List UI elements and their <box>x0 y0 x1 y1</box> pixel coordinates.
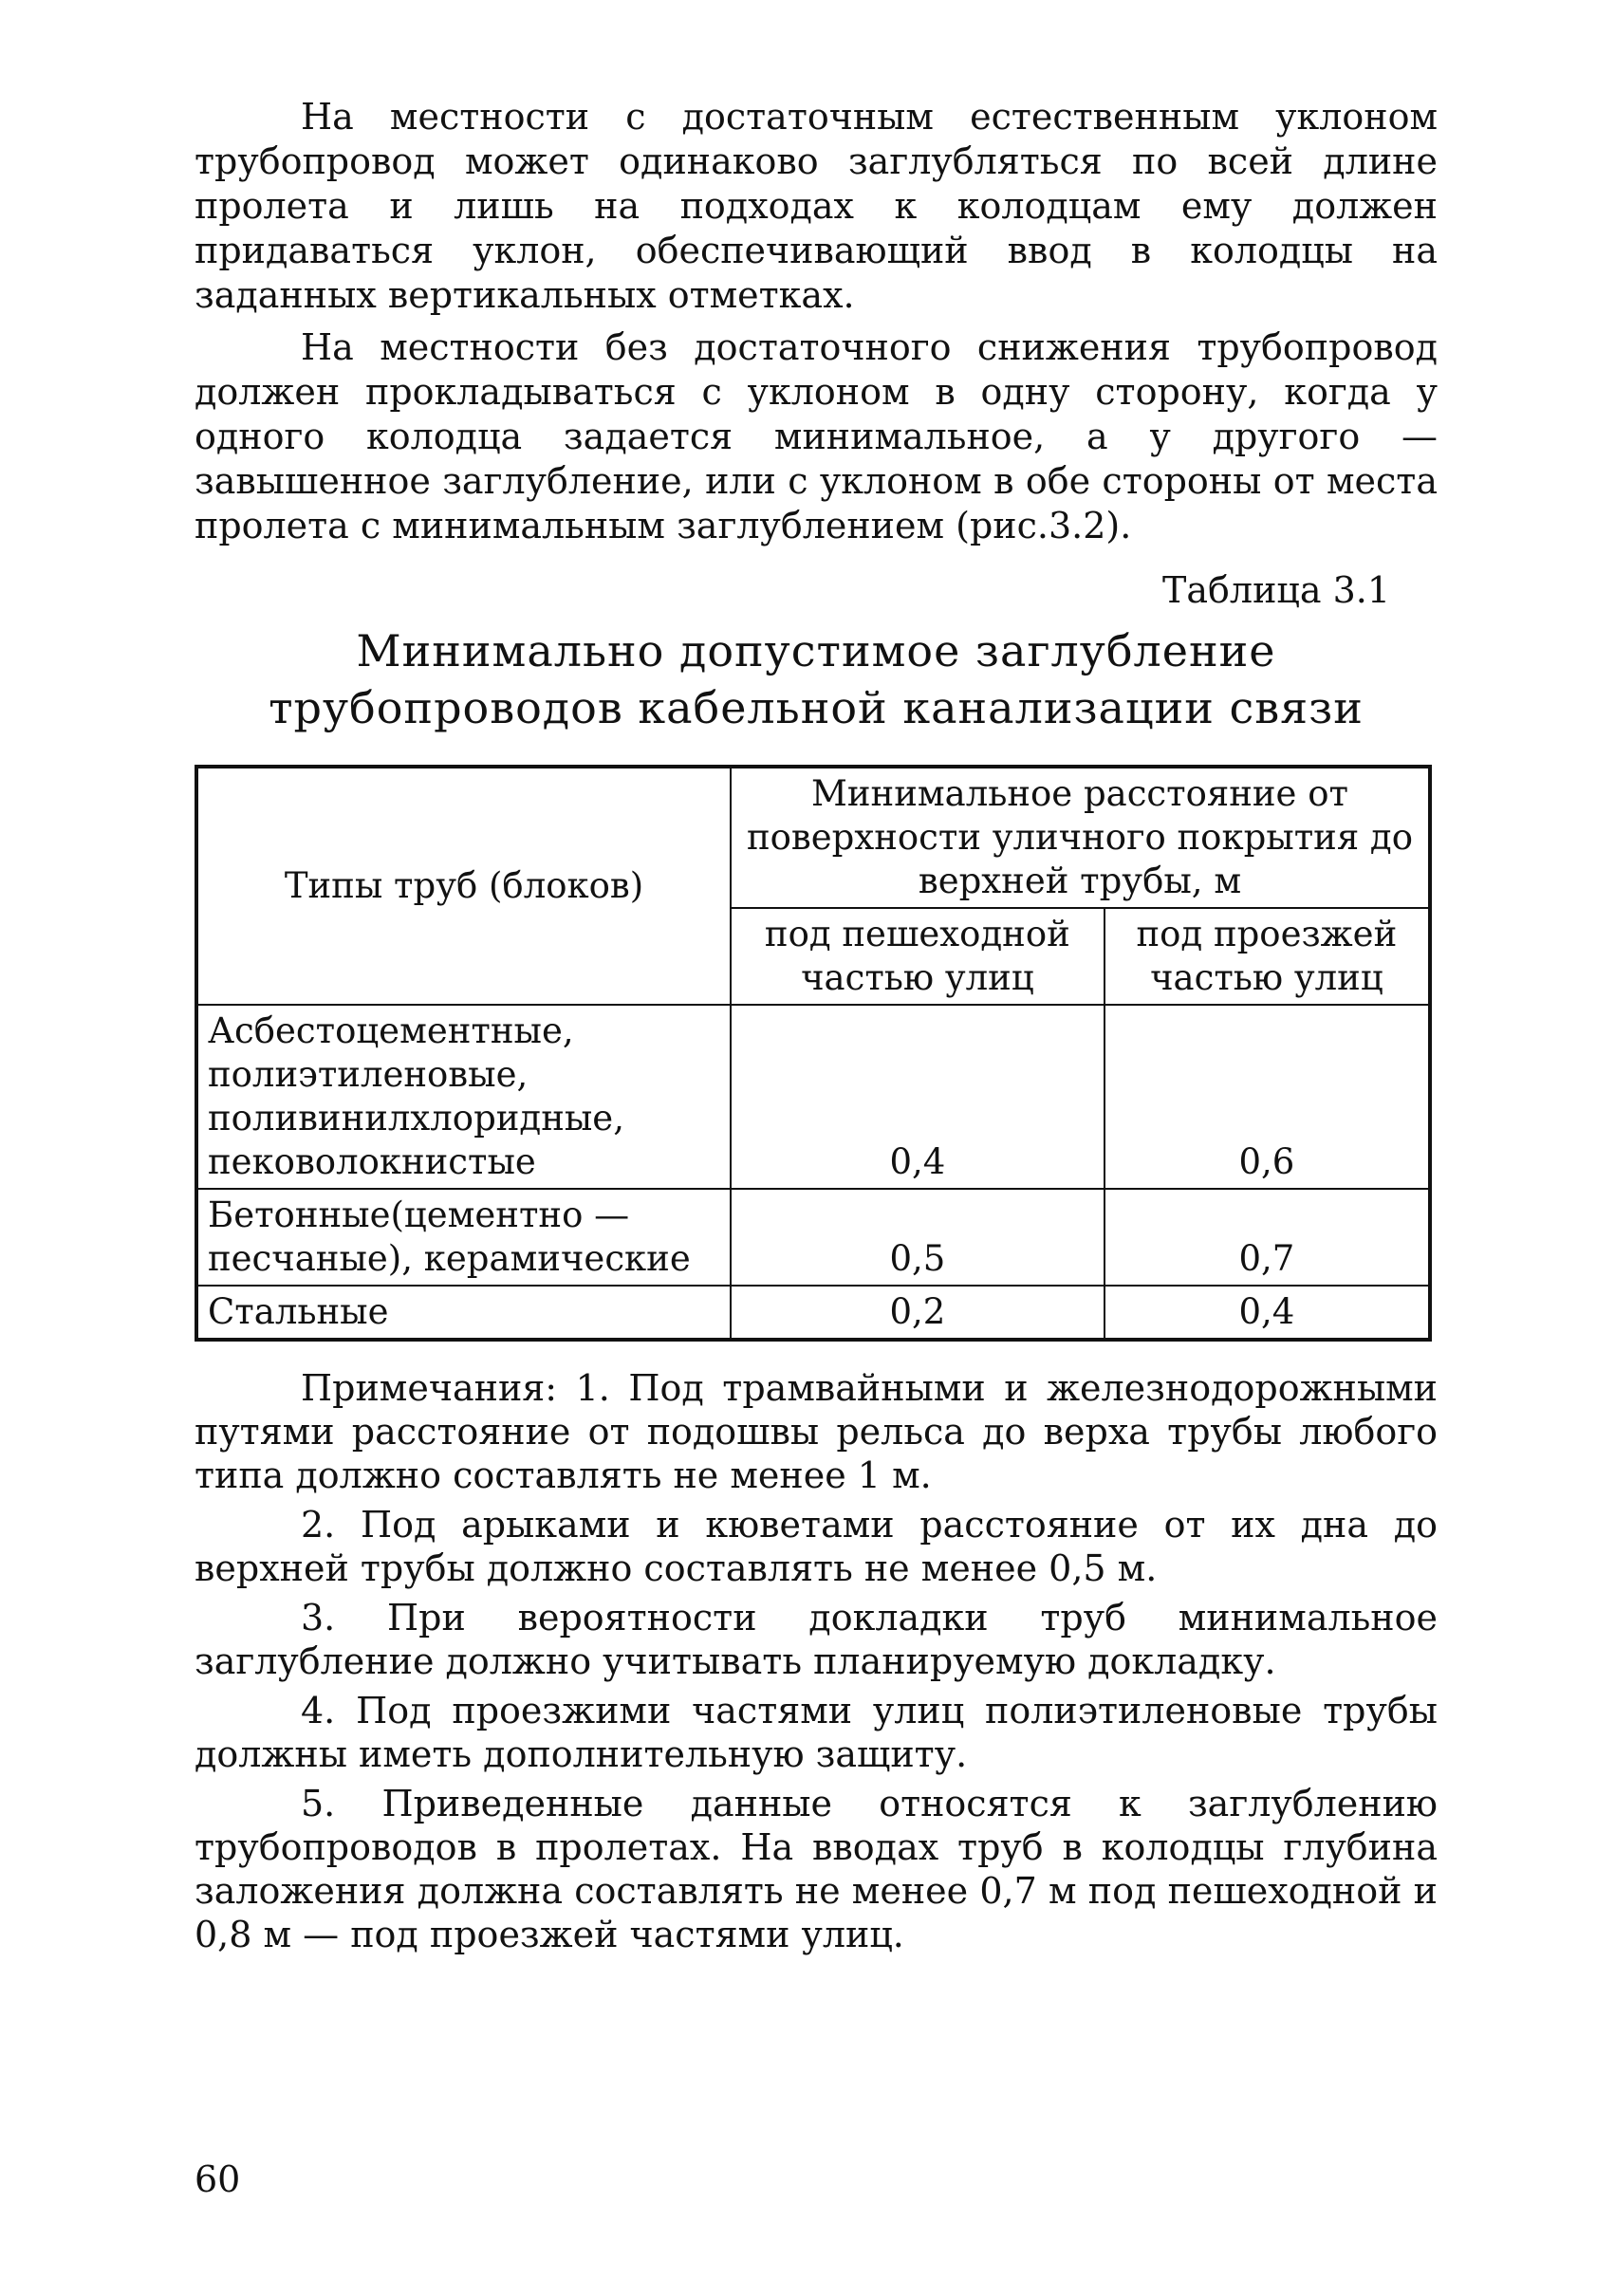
page-number: 60 <box>195 2158 241 2200</box>
table-row <box>196 1005 1430 1189</box>
row-roadway-value: 0,6 <box>1105 1005 1430 1189</box>
note-4: 4. Под проезжими частями улиц полиэтиленовые трубы должны иметь дополнительную защиту. <box>195 1690 1438 1775</box>
table-title-line-2: трубопроводов кабельной канализации связи <box>269 682 1364 733</box>
row-pipe-type: Стальные <box>196 1286 731 1340</box>
header-pedestrian: под пешеходной частью улиц <box>731 908 1105 1005</box>
table-header-row <box>196 767 1430 908</box>
row-roadway-value: 0,7 <box>1105 1189 1430 1286</box>
notes-section <box>195 1366 1438 1956</box>
row-pipe-type: Асбестоцементные, полиэтиленовые, поливинилхлоридные, пековолокнистые <box>196 1005 731 1189</box>
header-pipe-types: Типы труб (блоков) <box>196 767 731 1005</box>
depth-table <box>195 765 1432 1342</box>
row-pedestrian-value: 0,5 <box>731 1189 1105 1286</box>
note-3: 3. При вероятности докладки труб минимальное заглубление должно учитывать планируемую докладку. <box>195 1597 1438 1682</box>
note-2: 2. Под арыками и кюветами расстояние от их дна до верхней трубы должно составлять не менее 0,5 м. <box>195 1504 1438 1589</box>
table-label: Таблица 3.1 <box>1162 569 1390 611</box>
table-row <box>196 1189 1430 1286</box>
table-title <box>195 622 1438 736</box>
header-min-distance: Минимальное расстояние от поверхности уличного покрытия до верхней трубы, м <box>731 767 1430 908</box>
header-roadway: под проезжей частью улиц <box>1105 908 1430 1005</box>
paragraph-2: На местности без достаточного снижения трубопровод должен прокладываться с уклоном в одну сторону, когда у одного колодца задается минимальное, а у другого — завышенное заглубление, или с уклоном в обе стороны от места пролета с минимальным заглублением (рис.3.2). <box>195 326 1438 546</box>
table-row <box>196 1286 1430 1340</box>
row-pedestrian-value: 0,2 <box>731 1286 1105 1340</box>
table-title-line-1: Минимально допустимое заглубление <box>356 625 1276 676</box>
row-pipe-type: Бетонные(цементно — песчаные), керамические <box>196 1189 731 1286</box>
note-5: 5. Приведенные данные относятся к заглублению трубопроводов в пролетах. На вводах труб в колодцы глубина заложения должна составлять не менее 0,7 м под пешеходной и 0,8 м — под проезжей частями улиц. <box>195 1783 1438 1955</box>
row-pedestrian-value: 0,4 <box>731 1005 1105 1189</box>
row-roadway-value: 0,4 <box>1105 1286 1430 1340</box>
paragraph-1: На местности с достаточным естественным уклоном трубопровод может одинаково заглубляться по всей длине пролета и лишь на подходах к колодцам ему должен придаваться уклон, обеспечивающий ввод в колодцы на заданных вертикальных отметках. <box>195 96 1438 316</box>
page-content <box>195 95 1438 1962</box>
note-1: Примечания: 1. Под трамвайными и железнодорожными путями расстояние от подошвы рельса до верха трубы любого типа должно составлять не менее 1 м. <box>195 1367 1438 1496</box>
